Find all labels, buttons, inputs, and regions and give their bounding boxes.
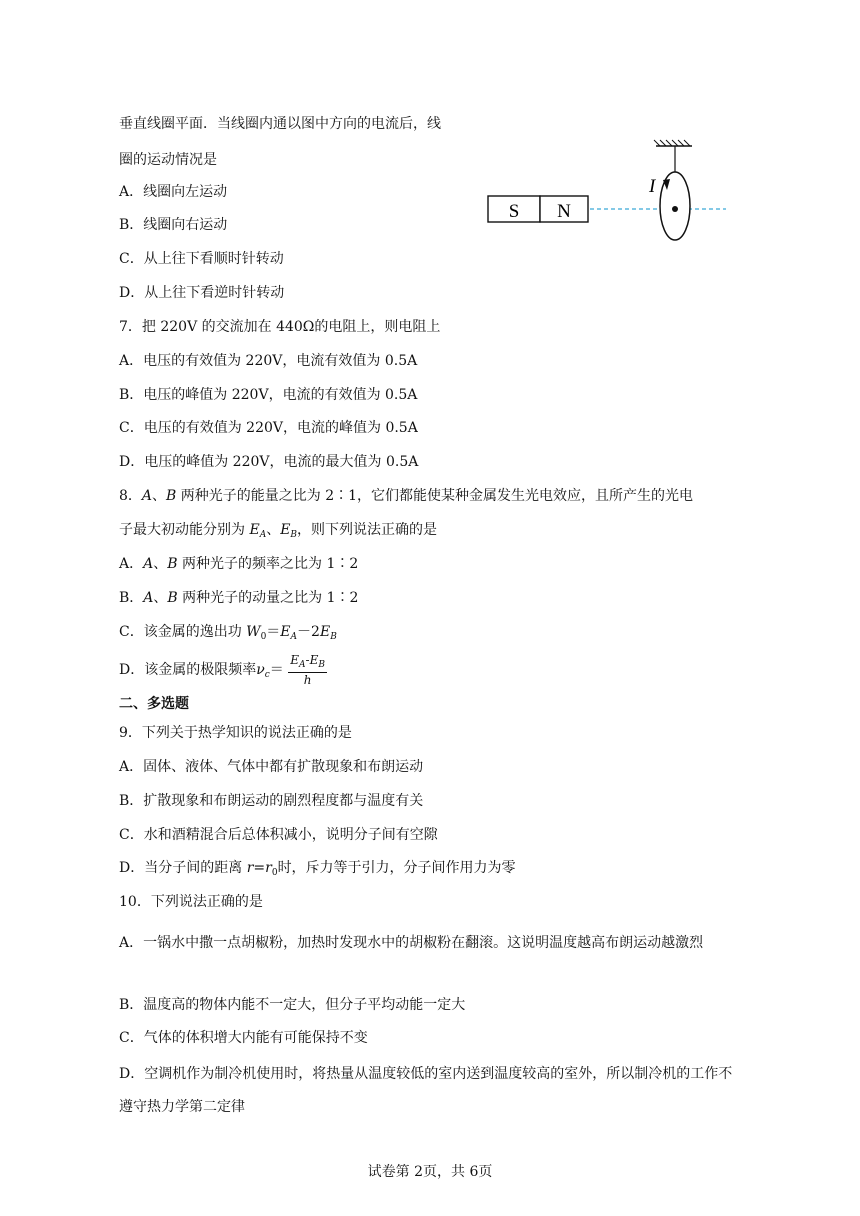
q7-option-d: D．电压的峰值为 220V，电流的最大值为 0.5A [119,454,419,470]
magnet-n-label: N [557,201,571,222]
q10-option-b: B．温度高的物体内能不一定大，但分子平均动能一定大 [119,997,466,1013]
coil [648,172,690,240]
q7-stem: 7．把 220V 的交流加在 440Ω的电阻上，则电阻上 [119,319,441,335]
bar-magnet [488,196,588,222]
q8-option-b: B．A、B 两种光子的动量之比为 1∶2 [119,590,359,606]
q8-option-c: C．该金属的逸出功 $W_0=E_A-2E_B$ [119,624,337,642]
current-label: I [649,176,656,197]
magnet-s-label: S [508,201,520,222]
q7-option-b: B．电压的峰值为 220V，电流的有效值为 0.5A [119,387,418,403]
q10-stem: 10．下列说法正确的是 [119,894,263,910]
q8-option-a: A．A、B 两种光子的频率之比为 1∶2 [119,556,359,572]
q9-option-a: A．固体、液体、气体中都有扩散现象和布朗运动 [119,759,424,775]
q6-option-d: D．从上往下看逆时针转动 [119,285,285,301]
q8-stem-line2: 子最大初动能分别为 $E_A$、$E_B$，则下列说法正确的是 [119,522,438,540]
section-heading-multiple-choice: 二、多选题 [119,696,189,712]
q6-option-a: A．线圈向左运动 [119,184,228,200]
q7-option-a: A．电压的有效值为 220V，电流有效值为 0.5A [119,353,418,369]
q6-stem-line2: 圈的运动情况是 [119,152,217,168]
q8-stem-line1: 8．A、B 两种光子的能量之比为 2∶1，它们都能使某种金属发生光电效应，且所产生的光电 [119,488,694,504]
threshold-frequency-fraction: $\frac{E_A-E_B}{h}$ [290,653,325,687]
q9-option-d: D．当分子间的距离 $r=r_0$时，斥力等于引力，分子间作用力为零 [119,860,516,878]
q8-option-d: D．该金属的极限频率$\nu_c=$ $\frac{E_A-E_B}{h}$ [119,653,325,687]
q6-stem-line1: 垂直线圈平面．当线圈内通以图中方向的电流后，线 [119,116,441,132]
q9-option-b: B．扩散现象和布朗运动的剧烈程度都与温度有关 [119,793,424,809]
q10-option-c: C．气体的体积增大内能有可能保持不变 [119,1030,368,1046]
q10-option-d: D．空调机作为制冷机使用时，将热量从温度较低的室内送到温度较高的室外，所以制冷机的工作不遵守热力学第二定律 [119,1066,733,1115]
page-footer: 试卷第 2页，共 6页 [367,1164,493,1180]
q10-option-a: A．一锅水中撒一点胡椒粉，加热时发现水中的胡椒粉在翻滚。这说明温度越高布朗运动越激烈 [119,935,704,951]
ceiling-support-icon [654,140,692,172]
magnet-coil-figure [486,138,731,243]
q6-option-b: B．线圈向右运动 [119,217,228,233]
q9-option-c: C．水和酒精混合后总体积减小，说明分子间有空隙 [119,827,438,843]
q7-option-c: C．电压的有效值为 220V，电流的峰值为 0.5A [119,420,418,436]
q9-stem: 9．下列关于热学知识的说法正确的是 [119,725,352,741]
q6-option-c: C．从上往下看顺时针转动 [119,251,284,267]
